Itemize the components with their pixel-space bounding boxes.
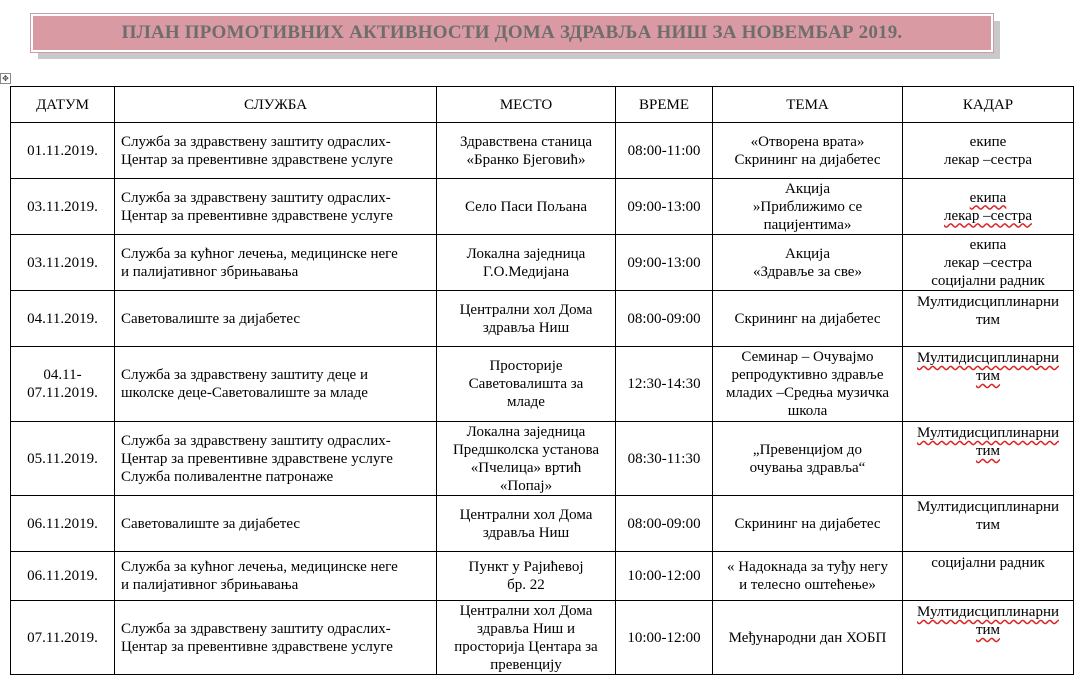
table-header-row xyxy=(11,87,1074,123)
text-line: Локална заједница xyxy=(466,245,586,262)
cell-kadar xyxy=(903,496,1074,552)
text-line: Служба за здравствену заштиту одраслих- xyxy=(121,133,391,150)
text-line: «Отворена врата» xyxy=(750,133,865,150)
table-move-handle-icon[interactable]: ✥ xyxy=(0,73,11,84)
header-vreme: ВРЕМЕ xyxy=(616,87,713,123)
cell-date: 07.11.2019. xyxy=(11,601,115,675)
text-line: «Пчелица» вртић xyxy=(470,459,582,476)
activities-table xyxy=(10,86,1074,675)
cell-sluzba xyxy=(115,347,437,422)
text-line: Село Паси Пољана xyxy=(464,198,588,215)
text-line: лекар –сестра xyxy=(943,207,1033,224)
cell-time: 10:00-12:00 xyxy=(616,601,713,675)
text-line: репродуктивно здравље xyxy=(731,367,884,383)
text-line: Скрининг на дијабетес xyxy=(734,310,881,327)
cell-tema xyxy=(713,347,903,422)
cell-mesto xyxy=(437,235,616,291)
cell-time: 08:00-11:00 xyxy=(616,123,713,179)
text-line: Акција xyxy=(785,245,830,262)
cell-mesto xyxy=(437,291,616,347)
cell-time: 09:00-13:00 xyxy=(616,179,713,235)
cell-time: 08:00-09:00 xyxy=(616,496,713,552)
text-line: екипе xyxy=(969,133,1007,150)
text-line: здравља Ниш xyxy=(482,319,570,336)
header-sluzba: СЛУЖБА xyxy=(115,87,437,123)
cell-mesto xyxy=(437,422,616,496)
text-line: здравља Ниш xyxy=(482,524,570,541)
cell-sluzba xyxy=(115,179,437,235)
cell-kadar xyxy=(903,601,1074,675)
cell-kadar xyxy=(903,235,1074,291)
text-line: Здравствена станица xyxy=(459,133,593,150)
text-line: Служба за здравствену заштиту одраслих- xyxy=(121,620,391,637)
text-line: лекар –сестра xyxy=(943,151,1033,168)
cell-date: 01.11.2019. xyxy=(11,123,115,179)
header-tema: ТЕМА xyxy=(713,87,903,123)
text-line: Просторије xyxy=(489,358,563,374)
cell-date: 05.11.2019. xyxy=(11,422,115,496)
cell-mesto xyxy=(437,179,616,235)
text-line: тим xyxy=(975,622,1001,638)
text-line: „Превенцијом до xyxy=(752,441,863,458)
cell-date: 03.11.2019. xyxy=(11,235,115,291)
text-line: и палијативног збрињавања xyxy=(121,577,299,593)
text-line: тим xyxy=(975,312,1001,328)
title-banner xyxy=(31,14,993,52)
text-line: Мултидисциплинарни xyxy=(916,499,1060,515)
text-line: Мултидисциплинарни xyxy=(916,350,1060,366)
text-line: социјални радник xyxy=(931,272,1045,289)
cell-date: 04.11.2019. xyxy=(11,291,115,347)
text-line: и телесно оштећење» xyxy=(739,577,876,593)
cell-kadar xyxy=(903,291,1074,347)
text-line: бр. 22 xyxy=(507,577,545,593)
text-line: «Здравље за све» xyxy=(753,263,862,280)
text-line: социјални радник xyxy=(931,555,1045,571)
text-line: школске деце-Саветовалиште за младе xyxy=(121,385,368,401)
text-line: Саветовалиште за дијабетес xyxy=(121,515,301,532)
cell-sluzba xyxy=(115,422,437,496)
text-line: Међународни дан ХОБП xyxy=(728,629,887,646)
cell-kadar xyxy=(903,552,1074,601)
text-line: тим xyxy=(975,443,1001,459)
text-line: тим xyxy=(975,368,1001,384)
header-mesto: МЕСТО xyxy=(437,87,616,123)
header-kadar: КАДАР xyxy=(903,87,1074,123)
cell-tema xyxy=(713,601,903,675)
text-line: Мултидисциплинарни xyxy=(916,294,1060,310)
text-line: здравља Ниш и xyxy=(476,620,576,637)
text-line: «Попај» xyxy=(499,477,553,494)
table-row xyxy=(11,601,1074,675)
text-line: 04.11- xyxy=(43,367,82,383)
text-line: Служба поливалентне патронаже xyxy=(121,468,334,485)
cell-time: 08:00-09:00 xyxy=(616,291,713,347)
text-line: просторија Центара за xyxy=(454,638,598,655)
text-line: Пункт у Рајићевој xyxy=(468,559,584,575)
text-line: Центар за превентивне здравствене услуге xyxy=(121,450,393,467)
text-line: Г.О.Медијана xyxy=(482,263,570,280)
text-line: Централни хол Дома xyxy=(459,506,593,523)
cell-mesto xyxy=(437,552,616,601)
text-line: Мултидисциплинарни xyxy=(916,425,1060,441)
text-line: Централни хол Дома xyxy=(459,301,593,318)
cell-date xyxy=(11,347,115,422)
cell-kadar xyxy=(903,422,1074,496)
text-line: тим xyxy=(975,517,1001,533)
text-line: Централни хол Дома xyxy=(459,602,593,619)
text-line: Семинар – Очувајмо xyxy=(741,349,874,365)
cell-mesto xyxy=(437,123,616,179)
text-line: « Надокнада за туђу негу xyxy=(727,559,888,575)
text-line: младе xyxy=(507,394,545,410)
cell-mesto xyxy=(437,496,616,552)
cell-sluzba xyxy=(115,291,437,347)
text-line: Служба за здравствену заштиту деце и xyxy=(121,367,368,383)
header-datum: ДАТУМ xyxy=(11,87,115,123)
cell-time: 09:00-13:00 xyxy=(616,235,713,291)
table-row xyxy=(11,552,1074,601)
table-row xyxy=(11,235,1074,291)
text-line: Скрининг на дијабетес xyxy=(734,515,881,532)
text-line: Акција xyxy=(785,180,830,197)
cell-kadar xyxy=(903,347,1074,422)
cell-mesto xyxy=(437,601,616,675)
document-title: ПЛАН ПРОМОТИВНИХ АКТИВНОСТИ ДОМА ЗДРАВЉА НИШ ЗА НОВЕМБАР 2019. xyxy=(31,14,993,52)
text-line: Локална заједница xyxy=(466,423,586,440)
text-line: пацијентима» xyxy=(763,216,852,233)
text-line: Центар за превентивне здравствене услуге xyxy=(121,151,393,168)
text-line: Саветовалишта за xyxy=(468,376,584,392)
cell-time: 10:00-12:00 xyxy=(616,552,713,601)
cell-date: 06.11.2019. xyxy=(11,496,115,552)
text-line: очувања здравља“ xyxy=(749,459,866,476)
cell-sluzba xyxy=(115,496,437,552)
table-row xyxy=(11,179,1074,235)
text-line: Служба за кућног лечења, медицинске неге xyxy=(121,245,398,262)
text-line: Служба за здравствену заштиту одраслих- xyxy=(121,189,391,206)
text-line: 07.11.2019. xyxy=(27,385,98,401)
cell-kadar xyxy=(903,179,1074,235)
cell-tema xyxy=(713,496,903,552)
cell-date: 03.11.2019. xyxy=(11,179,115,235)
text-line: Мултидисциплинарни xyxy=(916,604,1060,620)
text-line: Служба за кућног лечења, медицинске неге xyxy=(121,559,398,575)
cell-tema xyxy=(713,422,903,496)
cell-tema xyxy=(713,235,903,291)
text-line: Скрининг на дијабетес xyxy=(734,151,881,168)
text-line: и палијативног збрињавања xyxy=(121,263,299,280)
text-line: Центар за превентивне здравствене услуге xyxy=(121,638,393,655)
text-line: Предшколска установа xyxy=(452,441,600,458)
text-line: превенцију xyxy=(490,656,562,673)
text-line: екипа xyxy=(969,236,1007,253)
cell-sluzba xyxy=(115,552,437,601)
cell-time: 12:30-14:30 xyxy=(616,347,713,422)
cell-tema xyxy=(713,123,903,179)
text-line: Саветовалиште за дијабетес xyxy=(121,310,301,327)
cell-kadar xyxy=(903,123,1074,179)
text-line: лекар –сестра xyxy=(943,254,1033,271)
text-line: «Бранко Бјеговић» xyxy=(466,151,586,168)
cell-sluzba xyxy=(115,123,437,179)
table-row xyxy=(11,291,1074,347)
text-line: екипа xyxy=(969,189,1007,206)
table-row xyxy=(11,347,1074,422)
cell-tema xyxy=(713,179,903,235)
table-row xyxy=(11,422,1074,496)
text-line: Центар за превентивне здравствене услуге xyxy=(121,207,393,224)
table-row xyxy=(11,496,1074,552)
cell-date: 06.11.2019. xyxy=(11,552,115,601)
cell-sluzba xyxy=(115,235,437,291)
text-line: Служба за здравствену заштиту одраслих- xyxy=(121,432,391,449)
cell-time: 08:30-11:30 xyxy=(616,422,713,496)
table-row xyxy=(11,123,1074,179)
cell-mesto xyxy=(437,347,616,422)
cell-sluzba xyxy=(115,601,437,675)
text-line: »Приближимо се xyxy=(752,198,863,215)
text-line: школа xyxy=(787,403,828,419)
cell-tema xyxy=(713,291,903,347)
text-line: младих –Средња музичка xyxy=(725,385,890,401)
cell-tema xyxy=(713,552,903,601)
